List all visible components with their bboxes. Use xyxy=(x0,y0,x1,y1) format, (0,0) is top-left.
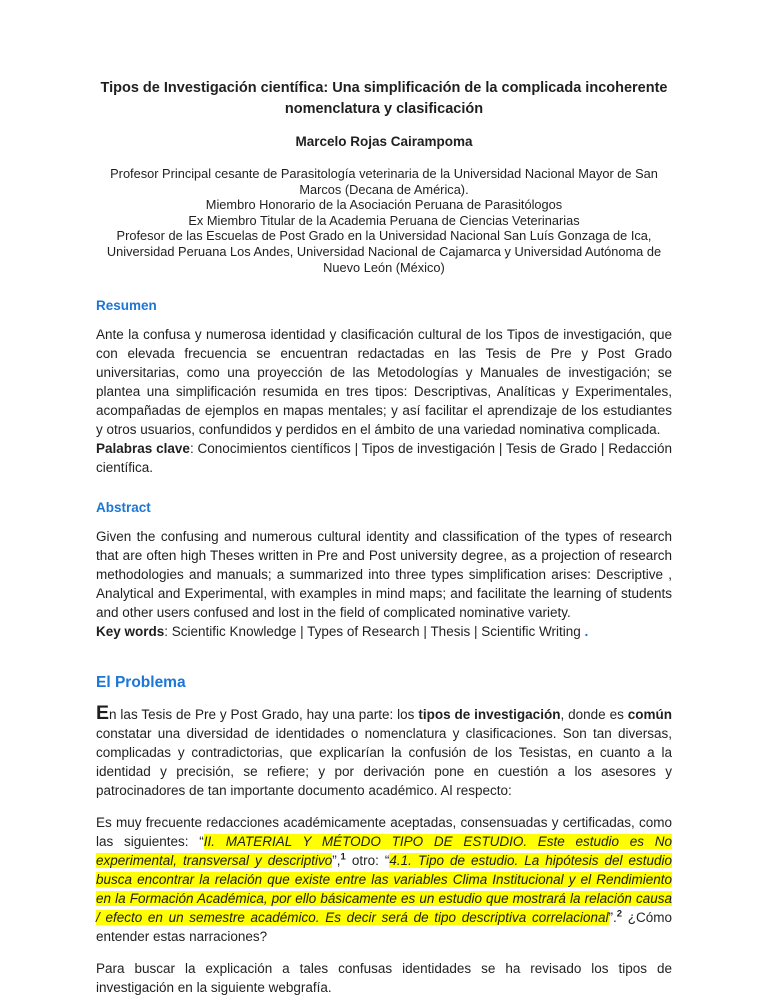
p1-text: constatar una diversidad de identidades o nomenclatura y clasificaciones. Son tan diversas, complicadas y contradictorias, que explicarían la confusión de los Tesistas, en cuanto a la identidad y precisión, se refiere; y por derivación pone en cuestión a los asesores y patrocinadores de tan importante documento académico. Al respecto: xyxy=(96,726,672,799)
p2-text: ”. xyxy=(608,910,617,926)
resumen-body-text: Ante la confusa y numerosa identidad y clasificación cultural de los Tipos de investigación, que con elevada frecuencia se encuentran redactadas en las Tesis de Pre y Post Grado universitarias, como una proyección de las Metodologías y Manuales de investigación; se plantea una simplificación resumida en tres tipos: Descriptivas, Analíticas y Experimentales, acompañadas de ejemplos en mapas mentales; y así facilitar el aprendizaje de los estudiantes y otros usuarios, confundidos y perdidos en el ámbito de una variedad nominativa complicada. xyxy=(96,327,672,438)
p1-text: n las Tesis de Pre y Post Grado, hay una parte: los xyxy=(109,707,419,723)
affiliation-block xyxy=(96,166,672,275)
highlighted-quote-2: 4.1. Tipo de estudio. La hipótesis del estudio busca encontrar la relación que existe entre las variables Clima Institucional y el Rendimiento en la Formación Académica, por ello básicamente es un estudio que mostrará la relación causa / efecto en un semestre académico. Es decir será de tipo descriptiva correlacional xyxy=(96,853,673,926)
abstract-heading: Abstract xyxy=(96,500,151,516)
affiliation-line: Miembro Honorario de la Asociación Peruana de Parasitólogos xyxy=(205,197,563,213)
abstract-paragraph xyxy=(96,527,672,641)
problema-paragraph-3: Para buscar la explicación a tales confusas identidades se ha revisado los tipos de investigación en la siguiente webgrafía. xyxy=(96,961,672,996)
drop-cap-initial: E xyxy=(96,702,110,725)
palabras-clave-text: : Conocimientos científicos | Tipos de investigación | Tesis de Grado | Redacción científica. xyxy=(96,441,672,476)
key-words-label: Key words xyxy=(96,624,165,640)
affiliation-line: Profesor Principal cesante de Parasitología veterinaria de la Universidad Nacional Mayor de San Marcos (Decana de América). xyxy=(110,166,658,197)
el-problema-heading: El Problema xyxy=(96,674,186,692)
key-words-text: : Scientific Knowledge | Types of Research | Thesis | Scientific Writing xyxy=(164,624,581,640)
p2-text: ¿Cómo entender estas narraciones? xyxy=(96,910,672,945)
highlighted-quote-1: II. MATERIAL Y MÉTODO TIPO DE ESTUDIO. Este estudio es No experimental, transversal y descriptivo xyxy=(96,834,673,869)
paper-title: Tipos de Investigación científica: Una simplificación de la complicada incoherente nomenclatura y clasificación xyxy=(100,80,668,117)
p1-bold-comun: común xyxy=(627,707,672,723)
resumen-paragraph xyxy=(96,325,672,477)
footnote-marker-1: 1 xyxy=(340,851,346,863)
problema-paragraph-1 xyxy=(96,704,672,800)
affiliation-line: Profesor de las Escuelas de Post Grado en la Universidad Nacional San Luís Gonzaga de Ica, Universidad Peruana Los Andes, Universidad Nacional de Cajamarca y Universidad Autónoma de Nuevo León (México) xyxy=(106,228,662,275)
problema-paragraph-2 xyxy=(96,813,672,946)
p1-text: , donde es xyxy=(560,707,628,723)
p2-text: ”, xyxy=(332,853,341,869)
footnote-marker-2: 2 xyxy=(616,908,623,920)
palabras-clave-label: Palabras clave xyxy=(96,441,190,457)
p2-text: Es muy frecuente redacciones académicamente aceptadas, consensuadas y certificadas, como las siguientes: “ xyxy=(96,815,672,850)
p1-bold-tipos: tipos de investigación xyxy=(418,707,561,723)
author-name: Marcelo Rojas Cairampoma xyxy=(295,134,473,149)
abstract-body-text: Given the confusing and numerous cultural identity and classification of the types of research that are often high Theses written in Pre and Post university degree, as a projection of research methodologies and manuals; a summarized into three types simplification arises: Descriptive , Analytical and Experimental, with examples in mind maps; and facilitate the learning of students and other users confused and lost in the field of complicated nominative variety. xyxy=(96,529,672,621)
affiliation-line: Ex Miembro Titular de la Academia Peruana de Ciencias Veterinarias xyxy=(188,212,580,228)
resumen-heading: Resumen xyxy=(96,298,157,314)
key-words-blue-period: . xyxy=(580,624,589,640)
p2-text: otro: “ xyxy=(345,853,390,869)
